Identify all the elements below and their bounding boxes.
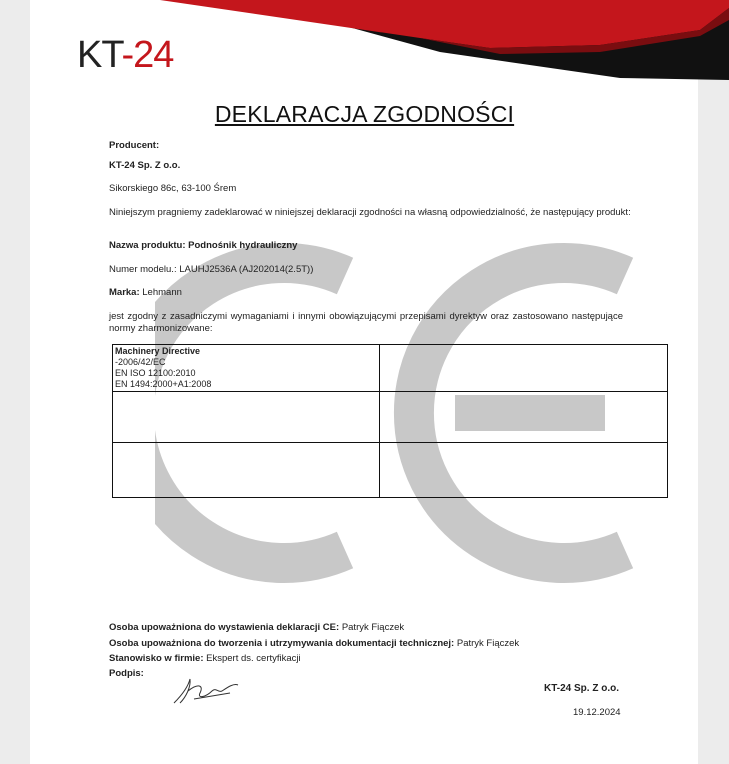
norms-cell-empty [113, 443, 380, 498]
norms-table [112, 344, 668, 498]
model-label: Numer modelu.: [109, 264, 177, 275]
compliance-text: jest zgodny z zasadniczymi wymaganiami i innymi obowiązującymi przepisami dyrektyw oraz zastosowano następujące normy zharmonizowane: [109, 311, 623, 334]
position-label: Stanowisko w firmie: [109, 653, 204, 664]
logo-text-kt: KT [77, 34, 122, 76]
product-name-line [109, 240, 297, 252]
declaration-text: Niniejszym pragniemy zadeklarować w niniejszej deklaracji zgodności na własną odpowiedzialność, że następujący produkt: [109, 207, 631, 218]
logo-dash: - [121, 34, 134, 76]
producer-label: Producent: [109, 140, 160, 151]
table-row [113, 345, 668, 392]
position-value: Ekspert ds. certyfikacji [206, 653, 301, 664]
table-row [113, 392, 668, 443]
signature-label: Podpis: [109, 668, 144, 679]
model-line [109, 264, 313, 276]
authorized-documentation-label: Osoba upoważniona do tworzenia i utrzymywania dokumentacji technicznej: [109, 638, 455, 649]
norm-directive-title: Machinery Directive [115, 346, 201, 356]
position-line [109, 653, 301, 665]
product-name-label: Nazwa produktu: [109, 240, 186, 251]
norms-cell-empty [113, 392, 380, 443]
authorized-documentation-line [109, 638, 519, 650]
logo-text-24: 24 [133, 34, 174, 76]
producer-name: KT-24 Sp. Z o.o. [109, 160, 181, 171]
signature-icon [170, 673, 242, 707]
norms-cell-empty [380, 345, 668, 392]
document-title: DEKLARACJA ZGODNOŚCI [214, 101, 515, 127]
product-name-value: Podnośnik hydrauliczny [188, 240, 298, 251]
authorized-documentation-value: Patryk Fiączek [456, 638, 520, 649]
model-value: LAUHJ2536A (AJ202014(2.5T)) [179, 264, 314, 275]
authorized-declaration-value: Patryk Fiączek [341, 622, 405, 633]
norm-standard-2: EN 1494:2000+A1:2008 [115, 379, 212, 389]
brand-value: Lehmann [142, 287, 182, 298]
brand-line [109, 287, 182, 299]
norm-directive-number: -2006/42/EC [115, 357, 166, 367]
table-row [113, 443, 668, 498]
norm-standard-1: EN ISO 12100:2010 [115, 368, 196, 378]
company-logo [77, 34, 173, 77]
norms-cell-empty [380, 443, 668, 498]
authorized-declaration-line [109, 622, 404, 634]
norms-cell-empty [380, 392, 668, 443]
producer-address: Sikorskiego 86c, 63-100 Śrem [109, 183, 237, 194]
brand-label: Marka: [109, 287, 140, 298]
authorized-declaration-label: Osoba upoważniona do wystawienia deklaracji CE: [109, 622, 340, 633]
norms-cell-directive [113, 345, 380, 392]
document-date: 19.12.2024 [573, 707, 621, 718]
signing-company: KT-24 Sp. Z o.o. [544, 683, 620, 694]
